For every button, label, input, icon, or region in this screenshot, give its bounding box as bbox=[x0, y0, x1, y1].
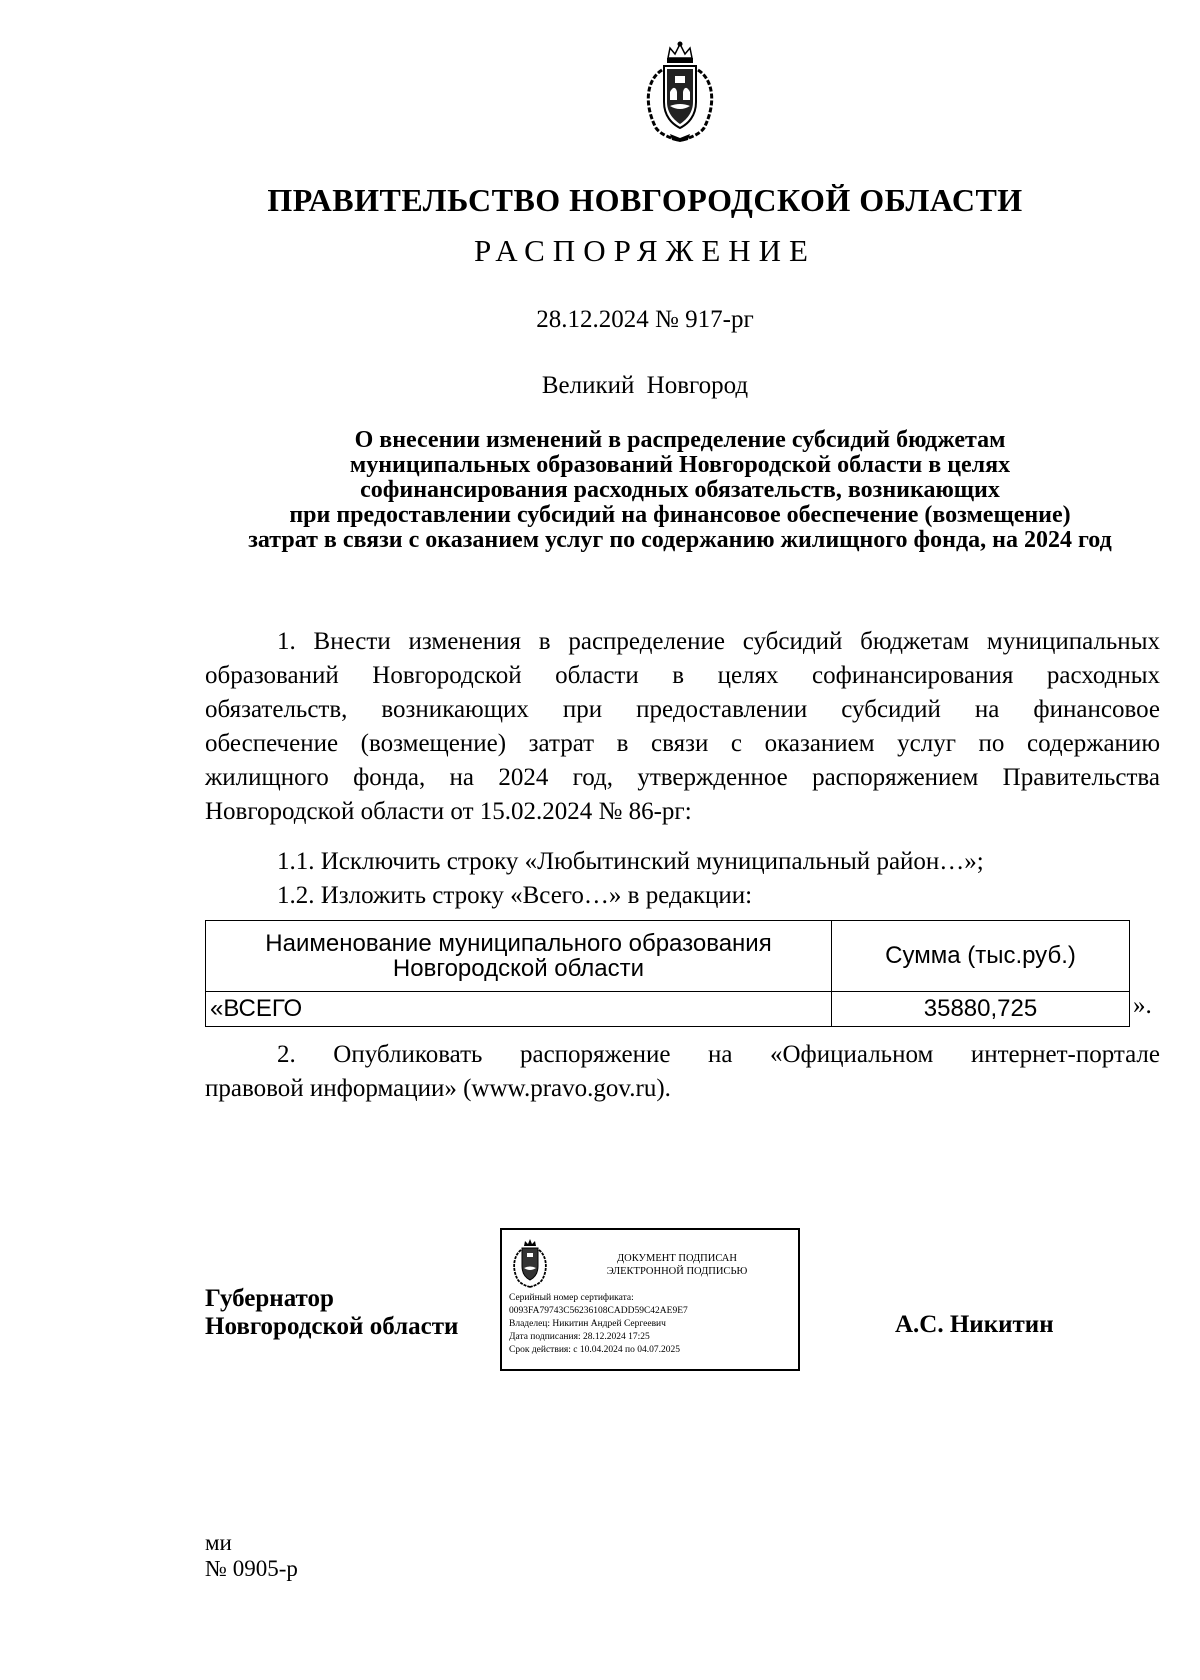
footer-initials: ми bbox=[205, 1530, 232, 1555]
table-header-amount: Сумма (тыс.руб.) bbox=[832, 921, 1130, 992]
document-city: Великий Новгород bbox=[541, 372, 749, 399]
heading-line: муниципальных образований Новгородской области в целях bbox=[349, 452, 1011, 478]
stamp-heading-line: ЭЛЕКТРОННОЙ ПОДПИСЬЮ bbox=[606, 1266, 748, 1277]
signer-title-line: Губернатор bbox=[205, 1285, 334, 1312]
signer-title bbox=[205, 1285, 458, 1341]
stamp-detail-line: Срок действия: с 10.04.2024 по 04.07.2025 bbox=[509, 1345, 680, 1355]
heading-line: при предоставлении субсидий на финансовое обеспечение (возмещение) bbox=[289, 502, 1071, 528]
table-header-line: Наименование муниципального образования bbox=[265, 930, 772, 957]
stamp-details bbox=[509, 1292, 688, 1357]
paragraph-line: обязательств, возникающих при предоставлении субсидий на финансовое bbox=[205, 696, 1160, 723]
item-1-2: 1.2. Изложить строку «Всего…» в редакции: bbox=[277, 882, 753, 909]
document-heading bbox=[200, 428, 1160, 553]
table-header-municipality bbox=[206, 921, 832, 992]
item-1-1: 1.1. Исключить строку «Любытинский муниципальный район…»; bbox=[277, 848, 984, 875]
paragraph-line: жилищного фонда, на 2024 год, утвержденное распоряжением Правительства bbox=[205, 764, 1160, 791]
table-row bbox=[206, 992, 1130, 1027]
paragraph-line: образований Новгородской области в целях софинансирования расходных bbox=[205, 662, 1160, 689]
signer-name: А.С. Никитин bbox=[895, 1311, 1054, 1338]
heading-line: О внесении изменений в распределение субсидий бюджетам bbox=[354, 427, 1006, 453]
paragraph-2 bbox=[205, 1038, 1160, 1106]
paragraph-line: 2. Опубликовать распоряжение на «Официальном интернет-портале bbox=[277, 1041, 1160, 1068]
table-header-row bbox=[206, 921, 1130, 992]
footer-number: № 0905-р bbox=[205, 1556, 298, 1581]
document-type: РАСПОРЯЖЕНИЕ bbox=[474, 233, 816, 268]
subsidy-table bbox=[205, 920, 1130, 1027]
document-date-number: 28.12.2024 № 917-рг bbox=[536, 306, 754, 333]
stamp-emblem-icon bbox=[510, 1238, 550, 1288]
paragraph-line: Новгородской области от 15.02.2024 № 86-рг: bbox=[205, 798, 692, 825]
signer-title-line: Новгородской области bbox=[205, 1313, 459, 1340]
table-cell-total-value: 35880,725 bbox=[832, 992, 1130, 1027]
coat-of-arms-emblem bbox=[640, 40, 720, 142]
paragraph-line: правовой информации» (www.pravo.gov.ru). bbox=[205, 1075, 671, 1102]
stamp-detail-line: Дата подписания: 28.12.2024 17:25 bbox=[509, 1332, 650, 1342]
stamp-heading-line: ДОКУМЕНТ ПОДПИСАН bbox=[617, 1253, 737, 1264]
table-cell-total-label: «ВСЕГО bbox=[206, 992, 832, 1027]
table-header-line: Новгородской области bbox=[392, 955, 645, 982]
footer-code bbox=[205, 1530, 298, 1582]
stamp-detail-line: Владелец: Никитин Андрей Сергеевич bbox=[509, 1319, 666, 1329]
paragraph-line: обеспечение (возмещение) затрат в связи с оказанием услуг по содержанию bbox=[205, 730, 1160, 757]
stamp-heading bbox=[562, 1252, 792, 1278]
government-title: ПРАВИТЕЛЬСТВО НОВГОРОДСКОЙ ОБЛАСТИ bbox=[267, 182, 1023, 218]
paragraph-line: 1. Внести изменения в распределение субсидий бюджетам муниципальных bbox=[277, 628, 1160, 655]
electronic-signature-stamp bbox=[500, 1228, 800, 1371]
heading-line: софинансирования расходных обязательств, возникающих bbox=[360, 477, 1000, 503]
stamp-detail-line: 0093FA79743C56236108CADD59C42AE9E7 bbox=[509, 1306, 688, 1316]
table-closing-quote: ». bbox=[1133, 992, 1152, 1019]
stamp-detail-line: Серийный номер сертификата: bbox=[509, 1293, 634, 1303]
paragraph-1 bbox=[205, 625, 1160, 829]
heading-line: затрат в связи с оказанием услуг по содержанию жилищного фонда, на 2024 год bbox=[248, 527, 1112, 553]
